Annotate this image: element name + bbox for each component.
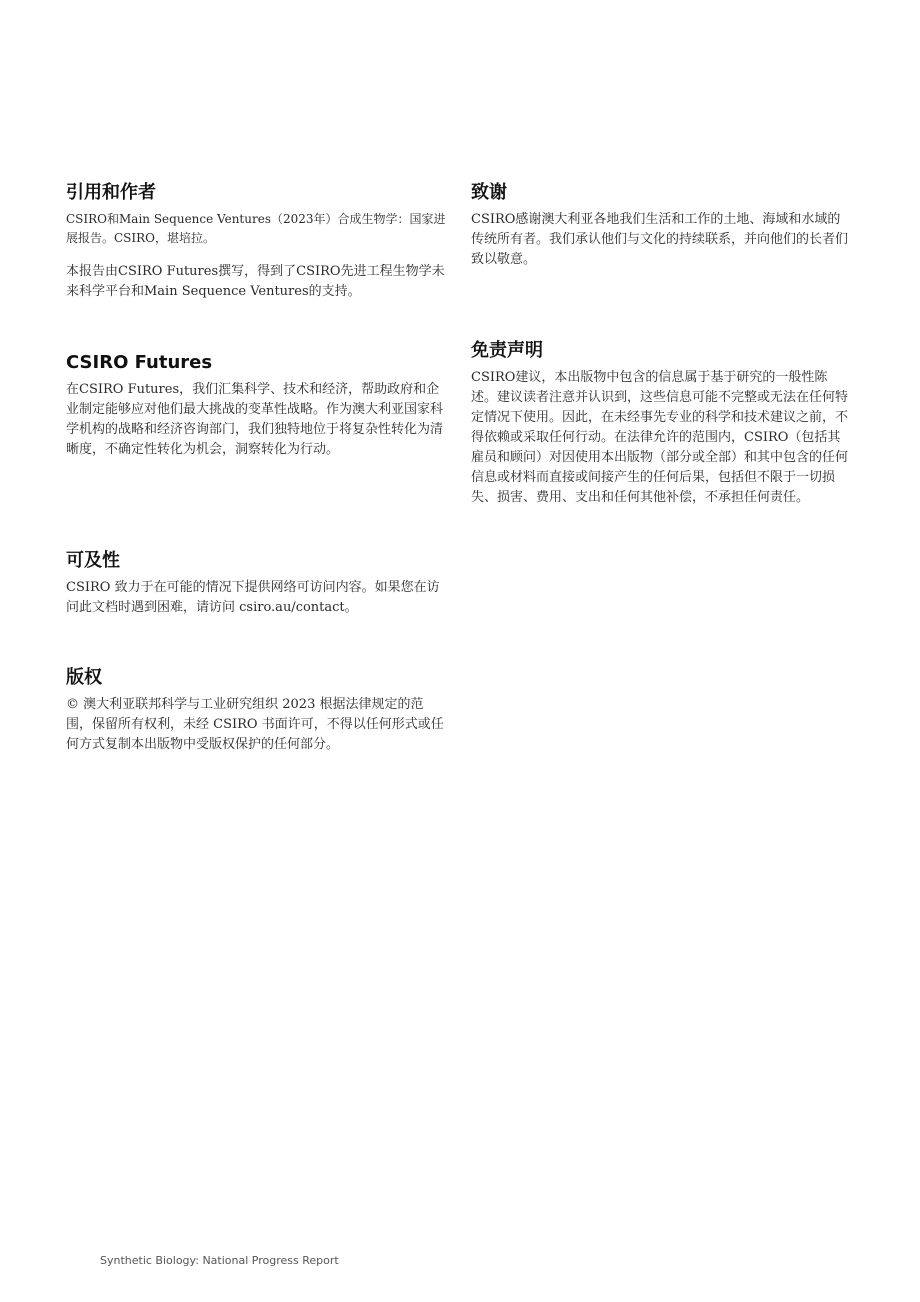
- copyright-heading: 版权: [66, 667, 102, 688]
- acknowledgement-heading: 致谢: [471, 182, 507, 203]
- citation-section: [66, 182, 448, 302]
- accessibility-heading: 可及性: [66, 550, 120, 571]
- csiro-futures-section: [66, 352, 448, 460]
- acknowledgement-section: [471, 182, 853, 270]
- accessibility-section: [66, 550, 448, 618]
- accessibility-text: CSIRO 致力于在可能的情况下提供网络可访问内容。如果您在访问此文档时遇到困难，请访问 csiro.au/contact。: [66, 580, 440, 615]
- authorship-text: 本报告由CSIRO Futures撰写，得到了CSIRO先进工程生物学未来科学平台和Main Sequence Ventures的支持。: [66, 264, 445, 299]
- csiro-futures-heading: CSIRO Futures: [66, 352, 213, 373]
- page-footer: Synthetic Biology: National Progress Report: [100, 1254, 339, 1267]
- acknowledgement-text: CSIRO感谢澳大利亚各地我们生活和工作的土地、海域和水域的传统所有者。我们承认他们与文化的持续联系，并向他们的长者们致以敬意。: [471, 212, 849, 267]
- citation-heading: 引用和作者: [66, 182, 156, 203]
- csiro-futures-text: 在CSIRO Futures，我们汇集科学、技术和经济，帮助政府和企业制定能够应对他们最大挑战的变革性战略。作为澳大利亚国家科学机构的战略和经济咨询部门，我们独特地位于将复杂性转化为清晰度，不确定性转化为机会，洞察转化为行动。: [66, 382, 444, 457]
- disclaimer-section: [471, 340, 853, 508]
- copyright-text: © 澳大利亚联邦科学与工业研究组织 2023 根据法律规定的范围，保留所有权利，未经 CSIRO 书面许可，不得以任何形式或任何方式复制本出版物中受版权保护的任何部分。: [66, 697, 444, 752]
- copyright-section: [66, 667, 448, 755]
- disclaimer-text: CSIRO建议，本出版物中包含的信息属于基于研究的一般性陈述。建议读者注意并认识到，这些信息可能不完整或无法在任何特定情况下使用。因此，在未经事先专业的科学和技术建议之前，不得依赖或采取任何行动。在法律允许的范围内，CSIRO（包括其雇员和顾问）对因使用本出版物（部分或全部）和其中包含的任何信息或材料而直接或间接产生的任何后果，包括但不限于一切损失、损害、费用、支出和任何其他补偿，不承担任何责任。: [471, 370, 849, 505]
- disclaimer-heading: 免责声明: [471, 340, 543, 361]
- citation-text: CSIRO和Main Sequence Ventures（2023年）合成生物学：国家进展报告。CSIRO，堪培拉。: [66, 212, 446, 245]
